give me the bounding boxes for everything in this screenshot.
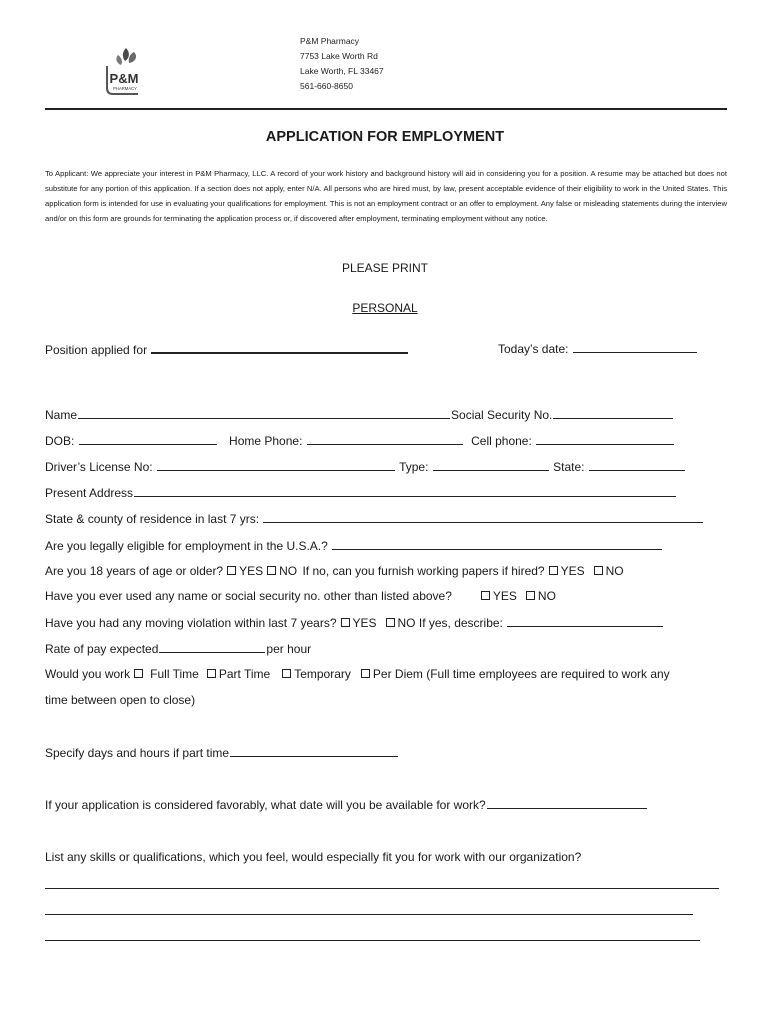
please-print-label: PLEASE PRINT (341, 261, 429, 275)
violation-no-label: NO (397, 616, 416, 630)
ssn-label: Social Security No. (451, 408, 553, 422)
dob-row (45, 433, 675, 448)
working-papers-yes-label: YES (560, 564, 585, 578)
license-state-label: State: (553, 460, 585, 474)
name-label: Name (45, 408, 78, 422)
logo-text: P&M (109, 71, 139, 86)
section-personal-heading: PERSONAL (352, 301, 418, 315)
availability-row (45, 797, 648, 812)
other-name-yes-checkbox[interactable] (481, 591, 490, 600)
eligible-input[interactable] (332, 538, 662, 550)
cell-phone-input[interactable] (536, 433, 674, 445)
dob-label: DOB: (45, 434, 75, 448)
working-papers-no-checkbox[interactable] (594, 566, 603, 575)
cell-phone-label: Cell phone: (471, 434, 532, 448)
logo-subtext: PHARMACY (113, 86, 137, 91)
skills-input-line-2[interactable] (45, 914, 693, 915)
violation-row (45, 615, 664, 630)
home-phone-input[interactable] (307, 433, 463, 445)
violation-describe-input[interactable] (507, 615, 663, 627)
part-time-checkbox[interactable] (207, 669, 216, 678)
violation-label: Have you had any moving violation within last 7 years? (45, 616, 337, 630)
availability-input[interactable] (487, 797, 647, 809)
home-phone-label: Home Phone: (229, 434, 303, 448)
license-state-input[interactable] (589, 459, 685, 471)
position-input[interactable] (151, 341, 408, 354)
license-type-input[interactable] (433, 459, 549, 471)
position-label: Position applied for (45, 343, 148, 357)
other-name-row (45, 589, 556, 603)
other-name-no-checkbox[interactable] (526, 591, 535, 600)
today-label: Today’s date: (498, 342, 569, 356)
work-type-row (45, 667, 670, 681)
skills-input-line-1[interactable] (45, 888, 719, 889)
violation-describe-label: If yes, describe: (418, 616, 503, 630)
age18-no-label: NO (279, 564, 298, 578)
address-line-street: 7753 Lake Worth Rd (300, 51, 378, 61)
residence-label: State & county of residence in last 7 yrs: (45, 512, 260, 526)
skills-input-line-3[interactable] (45, 940, 700, 941)
part-time-label: Part Time (218, 667, 271, 681)
rate-pay-label: Rate of pay expected (45, 642, 159, 656)
violation-no-checkbox[interactable] (386, 618, 395, 627)
present-address-label: Present Address (45, 486, 134, 500)
per-hour-label: per hour (266, 642, 312, 656)
license-type-label: Type: (399, 460, 429, 474)
company-address (300, 34, 384, 94)
full-time-checkbox[interactable] (134, 669, 143, 678)
address-line-city: Lake Worth, FL 33467 (300, 66, 384, 76)
residence-row (45, 511, 704, 526)
eligible-label: Are you legally eligible for employment in the U.S.A.? (45, 539, 328, 553)
other-name-no-label: NO (537, 589, 556, 603)
pm-pharmacy-logo (104, 46, 144, 96)
full-time-label: Full Time (150, 667, 199, 681)
license-row (45, 459, 686, 474)
name-input[interactable] (78, 407, 450, 419)
per-diem-checkbox[interactable] (361, 669, 370, 678)
working-papers-no-label: NO (605, 564, 624, 578)
name-row (45, 407, 674, 422)
address-line-company: P&M Pharmacy (300, 36, 360, 46)
age18-yes-label: YES (239, 564, 264, 578)
license-label: Driver’s License No: (45, 460, 153, 474)
license-input[interactable] (157, 459, 395, 471)
specify-days-input[interactable] (230, 745, 398, 757)
working-papers-label: If no, can you furnish working papers if hired? (302, 564, 545, 578)
address-row (45, 485, 677, 500)
page-title: APPLICATION FOR EMPLOYMENT (265, 129, 505, 145)
per-diem-continued: time between open to close) (45, 693, 196, 707)
address-line-phone: 561-660-8650 (300, 81, 353, 91)
other-name-label: Have you ever used any name or social security no. other than listed above? (45, 589, 452, 603)
working-papers-yes-checkbox[interactable] (549, 566, 558, 575)
position-row (45, 341, 409, 357)
intro-paragraph: To Applicant: We appreciate your interest in P&M Pharmacy, LLC. A record of your work history and background history will aid in considering you for a position. A resume may be attached but does not substitute for any portion of this application. If a section does not apply, enter N/A. All persons who are hired must, by law, present acceptable evidence of their eligibility to work in the United States. This application form is intended for use in evaluating your qualifications for employment. This is not an employment contract or an offer to employment. Any false or misleading statements during the interview and/or on this form are grounds for terminating the application process or, if discovered after employment, terminating employment without any notice. (45, 169, 727, 223)
violation-yes-label: YES (352, 616, 377, 630)
header-divider (45, 108, 727, 110)
residence-input[interactable] (263, 511, 703, 523)
ssn-input[interactable] (553, 407, 673, 419)
present-address-input[interactable] (134, 485, 676, 497)
today-row (498, 341, 698, 356)
other-name-yes-label: YES (492, 589, 517, 603)
temporary-label: Temporary (294, 667, 351, 681)
rate-pay-row (45, 641, 311, 656)
eligible-row (45, 538, 663, 553)
specify-days-label: Specify days and hours if part time (45, 746, 230, 760)
age18-no-checkbox[interactable] (267, 566, 276, 575)
age18-yes-checkbox[interactable] (227, 566, 236, 575)
violation-yes-checkbox[interactable] (341, 618, 350, 627)
rate-pay-input[interactable] (159, 641, 265, 653)
dob-input[interactable] (79, 433, 217, 445)
temporary-checkbox[interactable] (282, 669, 291, 678)
specify-days-row (45, 745, 399, 760)
age-row (45, 564, 624, 578)
age18-label: Are you 18 years of age or older? (45, 564, 224, 578)
would-work-label: Would you work (45, 667, 131, 681)
today-input[interactable] (573, 341, 697, 353)
per-diem-label: Per Diem (Full time employees are required to work any (372, 667, 670, 681)
skills-label: List any skills or qualifications, which you feel, would especially fit you for work with our organization? (45, 850, 582, 864)
availability-label: If your application is considered favorably, what date will you be available for work? (45, 798, 486, 812)
